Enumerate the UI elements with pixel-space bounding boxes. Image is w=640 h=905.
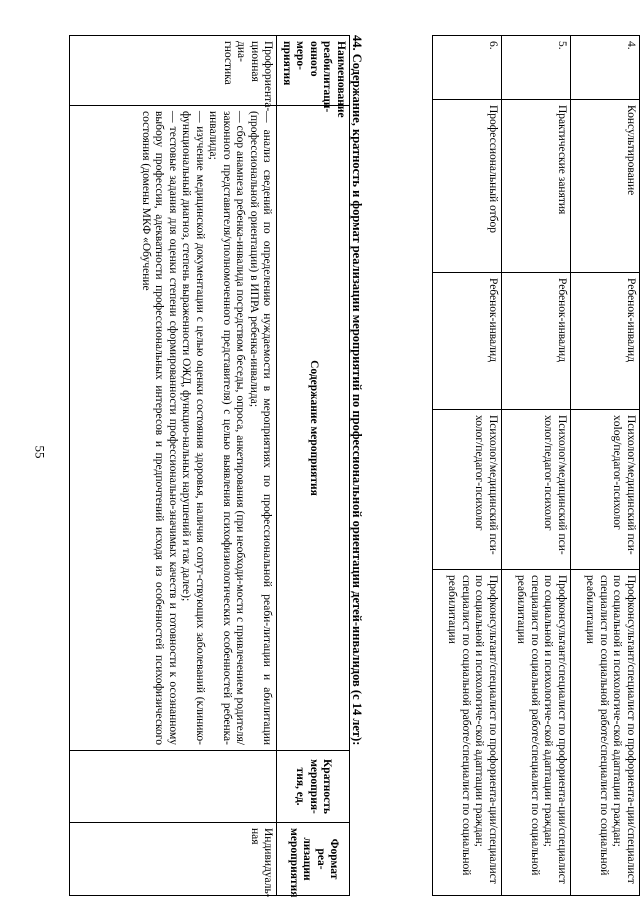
- content-item: — сбор анамнеза ребенка-инвалида посредством беседы, опроса, анкетирования (при необходи-мости с привлечением родителя/законного представителя/уполномоченного представителя) с целью выявления психофизиологических особенностей ребенка-инвалида;: [207, 111, 247, 745]
- row-number: 4.: [571, 36, 640, 100]
- measure-content: [70, 106, 277, 751]
- performers: Профконсультант/специалист по профориента-ции/специалист по социальной и психологиче-ской адаптации граждан; специалист по социальной работе/специалист по социальной реабилитации: [502, 570, 571, 896]
- participant: Ребенок-инвалид: [433, 273, 502, 410]
- activity-name: Профессиональный отбор: [433, 100, 502, 273]
- header-format: Формат реа-лизации мероприятия: [277, 823, 350, 896]
- participant: Ребенок-инвалид: [502, 273, 571, 410]
- header-frequency: Кратность мероприя-тия, ед.: [277, 751, 350, 823]
- measure-name: Профориента-ционная диа-гностика: [70, 36, 277, 106]
- header-row: [277, 36, 350, 896]
- table-row: [433, 36, 502, 896]
- performers: Профконсультант/специалист по профориента-ции/специалист по социальной и психологиче-ской адаптации граждан; специалист по социальной работе/специалист по социальной реабилитации: [571, 570, 640, 896]
- specialists: Психолог/медицинский пси-хolog/педагог-психолог: [571, 410, 640, 570]
- page-number: 55: [32, 445, 48, 459]
- row-number: 5.: [502, 36, 571, 100]
- header-name: Наименование реабилитаци-онного меро-приятия: [277, 36, 350, 106]
- activity-name: Консультирование: [571, 100, 640, 273]
- row-number: 6.: [433, 36, 502, 100]
- specialists: Психолог/медицинский пси-холог/педагог-психолог: [502, 410, 571, 570]
- performers: Профконсультант/специалист по профориента-ции/специалист по социальной и психологиче-ской адаптации граждан; специалист по социальной работе/специалист по социальной реабилитации: [433, 570, 502, 896]
- rotated-page-content: [40, 35, 640, 898]
- header-content: Содержание мероприятия: [277, 106, 350, 751]
- table-row: [502, 36, 571, 896]
- table-row: [571, 36, 640, 896]
- specialists: Психолог/медицинский пси-холог/педагог-психолог: [433, 410, 502, 570]
- orientation-table: [70, 35, 351, 896]
- content-item: — анализ сведений по определению нуждаемости в мероприятиях по профессиональной реаби-литации и абилитации (профессиональной ориентации) в ИПРА ребенка-инвалида;: [248, 111, 274, 745]
- table-row: [70, 36, 277, 896]
- measure-format: Индивидуаль-ная: [70, 823, 277, 896]
- activity-name: Практические занятия: [502, 100, 571, 273]
- activities-table: [432, 35, 640, 896]
- section-title: 44. Содержание, кратность и формат реализации мероприятий по профессиональной ориентации детей-инвалидов (с 14 лет):: [350, 35, 364, 746]
- content-item: — тестовые задания для оценки степени сформированности профессионально-значимых качеств и готовности к осознанному выбору профессии, адекватности профессиональных интересов и предпочтений исходя из особенностей психофизического состояния (домены МКФ «Обучение: [140, 111, 179, 745]
- participant: Ребенок-инвалид: [571, 273, 640, 410]
- content-item: — изучение медицинской документации с целью оценки состояния здоровья, наличия сопут-ствующих заболеваний (клинико-функциональный диагноз, степень выраженности ОЖД, функцио-нальных нарушений и так далее);: [180, 111, 206, 745]
- measure-frequency: [70, 751, 277, 823]
